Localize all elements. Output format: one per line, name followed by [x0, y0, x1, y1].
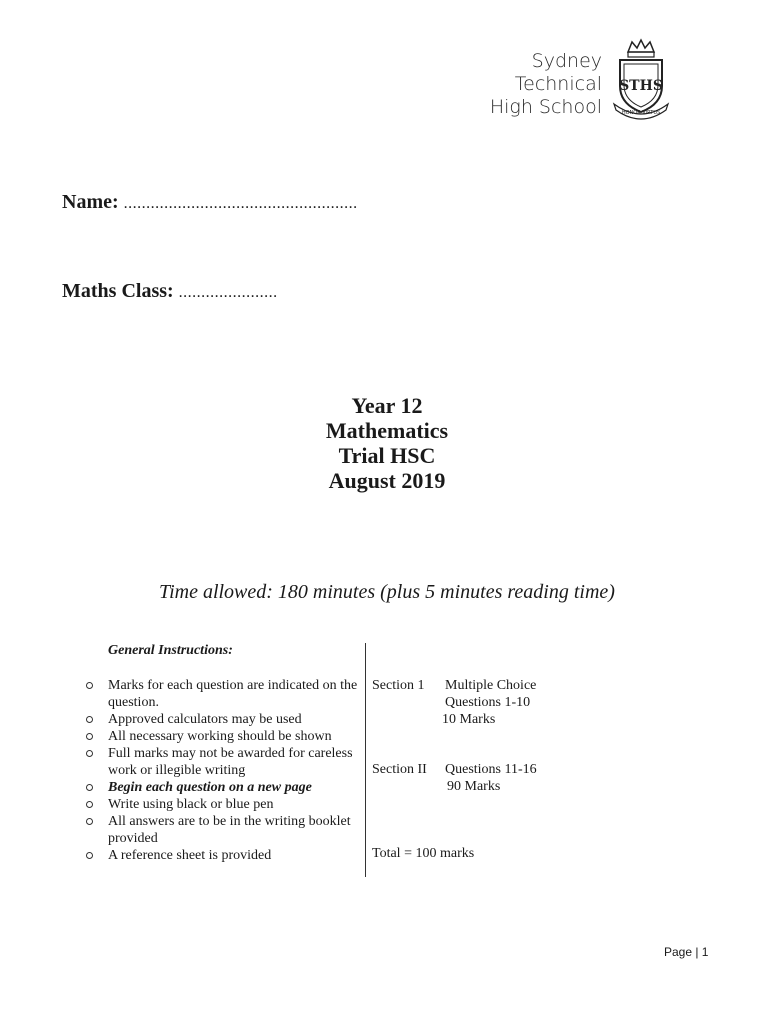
time-allowed: Time allowed: 180 minutes (plus 5 minutes reading time) — [159, 581, 615, 603]
school-name — [402, 50, 602, 119]
section-1-type: Multiple Choice — [445, 678, 537, 693]
title-subject: Mathematics — [325, 418, 449, 443]
bullet-icon — [86, 801, 93, 808]
title-year: Year 12 — [351, 393, 423, 418]
total-marks: Total = 100 marks — [372, 846, 475, 861]
section-2-label: Section II — [372, 762, 427, 777]
maths-class-field — [62, 280, 278, 303]
section-2-questions: Questions 11-16 — [445, 762, 537, 777]
instruction-item: Full marks may not be awarded for careless work or illegible writing — [84, 745, 366, 779]
maths-class-blank: ...................... — [178, 284, 278, 301]
page-number: Page | 1 — [664, 945, 709, 959]
column-divider — [365, 643, 366, 877]
bullet-icon — [86, 716, 93, 723]
section-1-questions: Questions 1-10 — [445, 695, 531, 710]
maths-class-label: Maths Class: — [62, 280, 174, 302]
instructions-list — [84, 677, 366, 864]
instruction-item: All answers are to be in the writing booklet provided — [84, 813, 366, 847]
instruction-item: Write using black or blue pen — [84, 796, 366, 813]
section-2-marks: 90 Marks — [447, 779, 501, 794]
bullet-icon — [86, 784, 93, 791]
name-label: Name: — [62, 191, 119, 213]
name-field — [62, 191, 358, 214]
school-name-line-2: Technical — [514, 73, 602, 95]
svg-text:HONOR VIRTUS: HONOR VIRTUS — [621, 110, 661, 116]
instruction-item: Marks for each question are indicated on the question. — [84, 677, 366, 711]
name-blank: .................................................... — [123, 195, 358, 212]
exam-title — [0, 393, 768, 493]
school-name-line-1: Sydney — [531, 50, 602, 72]
instruction-item: Approved calculators may be used — [84, 711, 366, 728]
section-1-label: Section 1 — [372, 678, 425, 693]
title-exam: Trial HSC — [338, 443, 436, 468]
instructions-heading: General Instructions: — [108, 643, 233, 658]
bullet-icon — [86, 733, 93, 740]
bullet-icon — [86, 750, 93, 757]
svg-text:STHS: STHS — [619, 78, 663, 94]
instruction-item: All necessary working should be shown — [84, 728, 366, 745]
bullet-icon — [86, 818, 93, 825]
title-date: August 2019 — [328, 468, 446, 493]
school-name-line-3: High School — [489, 96, 602, 118]
bullet-icon — [86, 852, 93, 859]
bullet-icon — [86, 682, 93, 689]
instruction-item: A reference sheet is provided — [84, 847, 366, 864]
instruction-item-emphasis: Begin each question on a new page — [84, 779, 366, 796]
school-crest-icon — [610, 38, 672, 122]
section-1-marks: 10 Marks — [442, 712, 496, 727]
